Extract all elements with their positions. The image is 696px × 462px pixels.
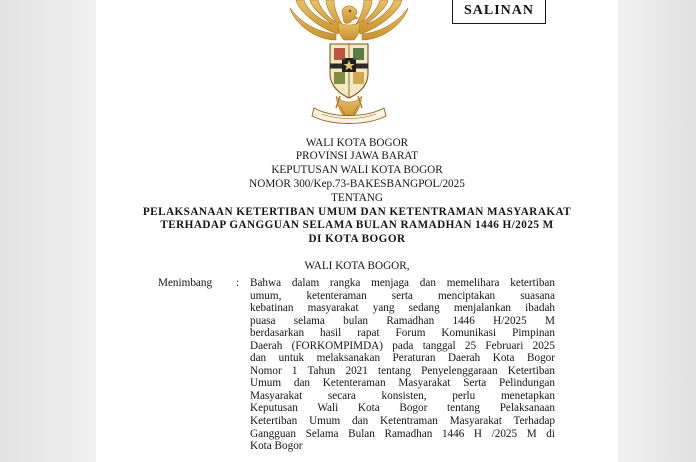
scan-margin-right (618, 0, 696, 462)
paragraph-line: Keputusan Wali Kota Bogor tentang Pelaksanaan (250, 402, 555, 415)
province-name: PROVINSI JAWA BARAT (295, 150, 419, 162)
considering-colon: : (236, 277, 240, 289)
issuer-name: WALI KOTA BOGOR (305, 137, 409, 149)
paragraph-line: Ketertiban Umum dan Ketentraman Masyarakat Terhadap (250, 415, 555, 428)
paragraph-line: Nomor 1 Tahun 2021 tentang Penyelenggaraan Ketertiban (250, 364, 555, 377)
paragraph-line: Masyarakat secara konsisten, perlu menetapkan (250, 389, 555, 402)
paragraph-line: dan untuk melaksanakan Peraturan Daerah Kota Bogor (250, 352, 555, 365)
paragraph-line: Umum dan Ketenteraman Masyarakat Serta Pelindungan (250, 377, 555, 390)
paragraph-line: kebatinan masyarakat yang sedang menjalankan ibadah (250, 302, 555, 315)
paragraph-line: Bahwa dalam rangka menjaga dan memelihara ketertiban (250, 277, 555, 289)
decree-number: NOMOR 300/Kep.73-BAKESBANGPOL/2025 (249, 178, 465, 190)
considering-paragraph (250, 277, 555, 453)
paragraph-line: berdasarkan hasil rapat Forum Komunikasi Pimpinan (250, 327, 555, 340)
paragraph-line: puasa selama bulan Ramadhan 1446 H/2025 M (250, 314, 555, 327)
scan-margin-left (0, 0, 96, 462)
paragraph-line: Daerah (FORKOMPIMDA) pada tanggal 25 Februari 2025 (250, 339, 555, 352)
considering-label: Menimbang (158, 277, 213, 289)
paragraph-line: Kota Bogor (250, 440, 303, 453)
garuda-emblem-icon (288, 0, 410, 132)
paragraph-line: umum, ketenteraman serta menciptakan suasana (250, 289, 555, 302)
opening-statement: WALI KOTA BOGOR, (304, 260, 410, 272)
decree-title-line-1: PELAKSANAAN KETERTIBAN UMUM DAN KETENTRAMAN MASYARAKAT (142, 206, 572, 218)
decree-title-line-3: DI KOTA BOGOR (308, 233, 406, 245)
about-label: TENTANG (331, 192, 383, 204)
paragraph-line: Gangguan Selama Bulan Ramadhan 1446 H /2025 M di (250, 427, 555, 440)
decree-heading: KEPUTUSAN WALI KOTA BOGOR (271, 164, 443, 176)
decree-title-line-2: TERHADAP GANGGUAN SELAMA BULAN RAMADHAN 1446 H/2025 M (160, 219, 554, 231)
copy-stamp: SALINAN (452, 0, 546, 24)
